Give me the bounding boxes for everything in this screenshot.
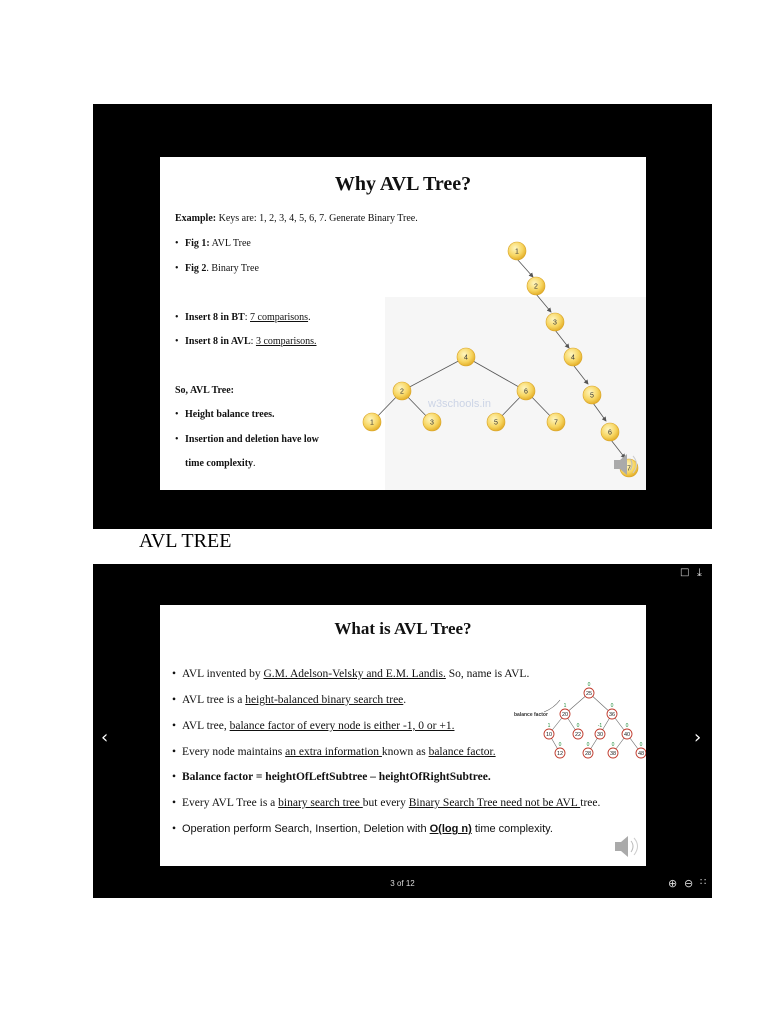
insertion-line: • Insertion and deletion have low: [175, 434, 319, 445]
svg-text:4: 4: [464, 354, 468, 362]
bullet-extra-info: • Every node maintains an extra information known as balance factor.: [172, 746, 496, 758]
zoom-out-icon[interactable]: ⊖: [684, 877, 694, 890]
avl-node: [457, 348, 475, 366]
next-slide-button[interactable]: ›: [694, 727, 702, 748]
svg-text:3: 3: [430, 419, 434, 427]
svg-text:30: 30: [596, 732, 604, 738]
avl-node: [547, 413, 565, 431]
svg-text:48: 48: [637, 751, 645, 757]
avl-node: [487, 413, 505, 431]
tree-node: [555, 742, 565, 758]
bullet-bst: • Every AVL Tree is a binary search tree but every Binary Search Tree need not be AVL tree.: [172, 797, 601, 809]
tree-node: [573, 723, 583, 739]
section-heading: AVL TREE: [139, 530, 232, 552]
balance-factor-value: 0: [558, 742, 562, 748]
fig1-line: • Fig 1: AVL Tree: [175, 238, 251, 249]
bt-node: [546, 313, 564, 331]
svg-text:3: 3: [553, 319, 557, 327]
tree-node: [544, 723, 554, 739]
bullet-complexity: • Operation perform Search, Insertion, Deletion with O(log n) time complexity.: [172, 823, 553, 835]
balance-factor-value: 1: [563, 703, 567, 709]
bt-edge: [517, 259, 533, 277]
tree-node: [595, 723, 605, 739]
balance-factor-label: balance factor: [514, 712, 548, 718]
bullet-formula: • Balance factor = heightOfLeftSubtree – heightOfRightSubtree.: [172, 771, 491, 783]
bullet-balance-factor: • AVL tree, balance factor of every node is either -1, 0 or +1.: [172, 720, 455, 732]
balance-factor-arrow: [544, 700, 560, 712]
svg-text:40: 40: [623, 732, 631, 738]
bt-node: [508, 242, 526, 260]
balance-factor-value: 0: [625, 723, 629, 729]
balance-factor-value: 0: [587, 682, 591, 688]
svg-text:22: 22: [574, 732, 582, 738]
bt-node: [564, 348, 582, 366]
balance-factor-value: 1: [547, 723, 551, 729]
tree-node: [622, 723, 632, 739]
slide-what-is-avl: [160, 605, 646, 866]
slide-why-avl: [160, 157, 646, 490]
svg-text:28: 28: [584, 751, 592, 757]
bt-line: • Insert 8 in BT: 7 comparisons.: [175, 312, 311, 323]
svg-text:25: 25: [585, 691, 593, 697]
tree-node: [583, 742, 593, 758]
avl-node: [423, 413, 441, 431]
svg-text:2: 2: [400, 388, 404, 396]
figure-background: [385, 297, 646, 490]
svg-text:4: 4: [571, 354, 575, 362]
bookmark-icon[interactable]: □: [680, 567, 690, 578]
slide-title: Why AVL Tree?: [334, 173, 472, 195]
slide-viewer-1: [93, 104, 712, 529]
tree-node: [584, 682, 594, 698]
svg-text:38: 38: [609, 751, 617, 757]
svg-text:36: 36: [608, 712, 616, 718]
tree-node: [560, 703, 570, 719]
avl-line: • Insert 8 in AVL: 3 comparisons.: [175, 336, 317, 347]
tree-node: [607, 703, 617, 719]
svg-text:5: 5: [494, 419, 498, 427]
so-line: So, AVL Tree:: [175, 385, 234, 396]
svg-text:7: 7: [627, 465, 631, 473]
tree-node: [608, 742, 618, 758]
svg-text:12: 12: [556, 751, 564, 757]
complexity-line: time complexity.: [185, 458, 256, 469]
svg-text:1: 1: [515, 248, 519, 256]
speaker-icon[interactable]: [615, 836, 638, 857]
example-line: Example: Keys are: 1, 2, 3, 4, 5, 6, 7. Generate Binary Tree.: [175, 213, 418, 224]
balance-factor-value: 0: [610, 703, 614, 709]
balance-factor-value: 0: [576, 723, 580, 729]
watermark: w3schools.in: [428, 398, 491, 410]
svg-text:20: 20: [561, 712, 569, 718]
bt-node: [601, 423, 619, 441]
tree-node: [636, 742, 646, 758]
svg-text:5: 5: [590, 392, 594, 400]
bt-node: [583, 386, 601, 404]
fig2-line: • Fig 2. Binary Tree: [175, 263, 259, 274]
prev-slide-button[interactable]: ‹: [101, 727, 109, 748]
svg-text:1: 1: [370, 419, 374, 427]
svg-text:7: 7: [554, 419, 558, 427]
trees-figure: [160, 157, 646, 490]
balance-factor-value: 0: [639, 742, 643, 748]
bullet-invented: • AVL invented by G.M. Adelson-Velsky and E.M. Landis. So, name is AVL.: [172, 668, 530, 680]
avl-node: [363, 413, 381, 431]
zoom-in-icon[interactable]: ⊕: [668, 877, 678, 890]
avl-tree-diagram: [160, 605, 646, 866]
avl-node: [517, 382, 535, 400]
balance-factor-value: 0: [611, 742, 615, 748]
fullscreen-exit-icon[interactable]: ∷: [700, 877, 707, 888]
slide-counter: 3 of 12: [390, 879, 415, 888]
svg-text:6: 6: [608, 429, 612, 437]
height-line: • Height balance trees.: [175, 409, 275, 420]
svg-text:6: 6: [524, 388, 528, 396]
svg-text:10: 10: [545, 732, 553, 738]
bt-node: [527, 277, 545, 295]
slide-title: What is AVL Tree?: [334, 619, 472, 638]
balance-factor-value: 0: [586, 742, 590, 748]
svg-text:2: 2: [534, 283, 538, 291]
slide-viewer-2: [93, 564, 712, 898]
download-icon[interactable]: ⤓: [697, 566, 702, 579]
balance-factor-value: -1: [597, 723, 603, 729]
avl-node: [393, 382, 411, 400]
bullet-height-balanced: • AVL tree is a height-balanced binary search tree.: [172, 694, 407, 706]
